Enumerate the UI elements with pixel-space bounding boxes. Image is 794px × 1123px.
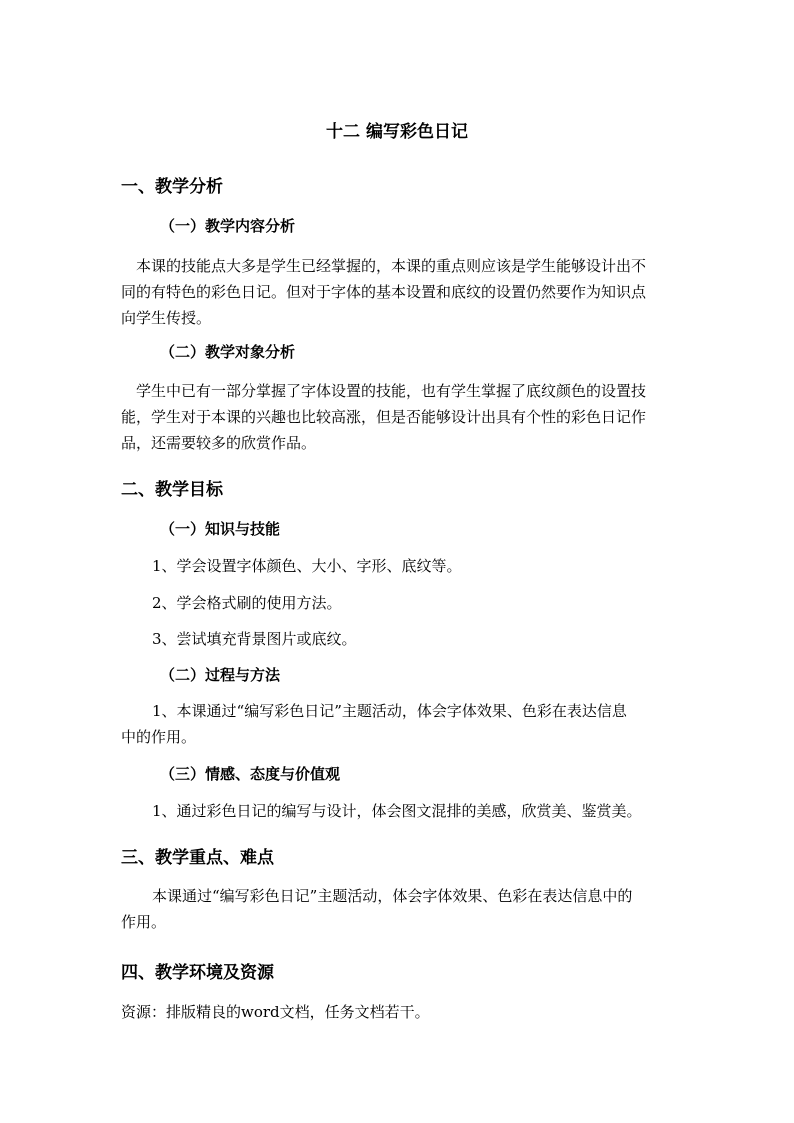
list-item: 1、通过彩色日记的编写与设计，体会图文混排的美感，欣赏美、鉴赏美。 [152,802,642,820]
section-heading-key-points: 三、教学重点、难点 [121,848,274,868]
text-line: 能，学生对于本课的兴趣也比较高涨，但是否能够设计出具有个性的彩色日记作 [121,408,647,426]
text-line: 学生中已有一部分掌握了字体设置的技能，也有学生掌握了底纹颜色的设置技 [136,382,647,400]
text-line: 品，还需要较多的欣赏作品。 [121,434,317,452]
subheading-knowledge-skills: （一）知识与技能 [160,520,281,538]
paragraph-content-analysis [121,253,675,331]
paragraph-key-points [121,883,675,935]
text-line: 向学生传授。 [121,309,212,327]
list-item: 1、学会设置字体颜色、大小、字形、底纹等。 [152,557,462,575]
text-line: 本课的技能点大多是学生已经掌握的，本课的重点则应该是学生能够设计出不 [136,257,647,275]
paragraph-audience-analysis [121,378,675,456]
subheading-process-methods: （二）过程与方法 [160,666,281,684]
paragraph-process-methods [121,698,675,750]
text-line: 本课通过“编写彩色日记”主题活动，体会字体效果、色彩在表达信息中的 [152,887,633,905]
text-line: 1、本课通过“编写彩色日记”主题活动，体会字体效果、色彩在表达信息 [152,702,627,720]
list-item: 3、尝试填充背景图片或底纹。 [152,630,357,648]
subheading-audience-analysis: （二）教学对象分析 [160,343,296,361]
section-heading-analysis: 一、教学分析 [121,177,223,197]
section-heading-resources: 四、教学环境及资源 [121,963,274,983]
document-title: 十二 编写彩色日记 [326,122,468,142]
text-line: 作用。 [121,913,167,931]
list-item: 2、学会格式刷的使用方法。 [152,594,342,612]
text-line: 同的有特色的彩色日记。但对于字体的基本设置和底纹的设置仍然要作为知识点 [121,283,647,301]
text-line: 中的作用。 [121,728,197,746]
paragraph-resources: 资源：排版精良的word文档，任务文档若干。 [121,1003,430,1021]
subheading-emotion-values: （三）情感、态度与价值观 [160,765,341,783]
section-heading-goals: 二、教学目标 [121,480,223,500]
subheading-content-analysis: （一）教学内容分析 [160,217,296,235]
